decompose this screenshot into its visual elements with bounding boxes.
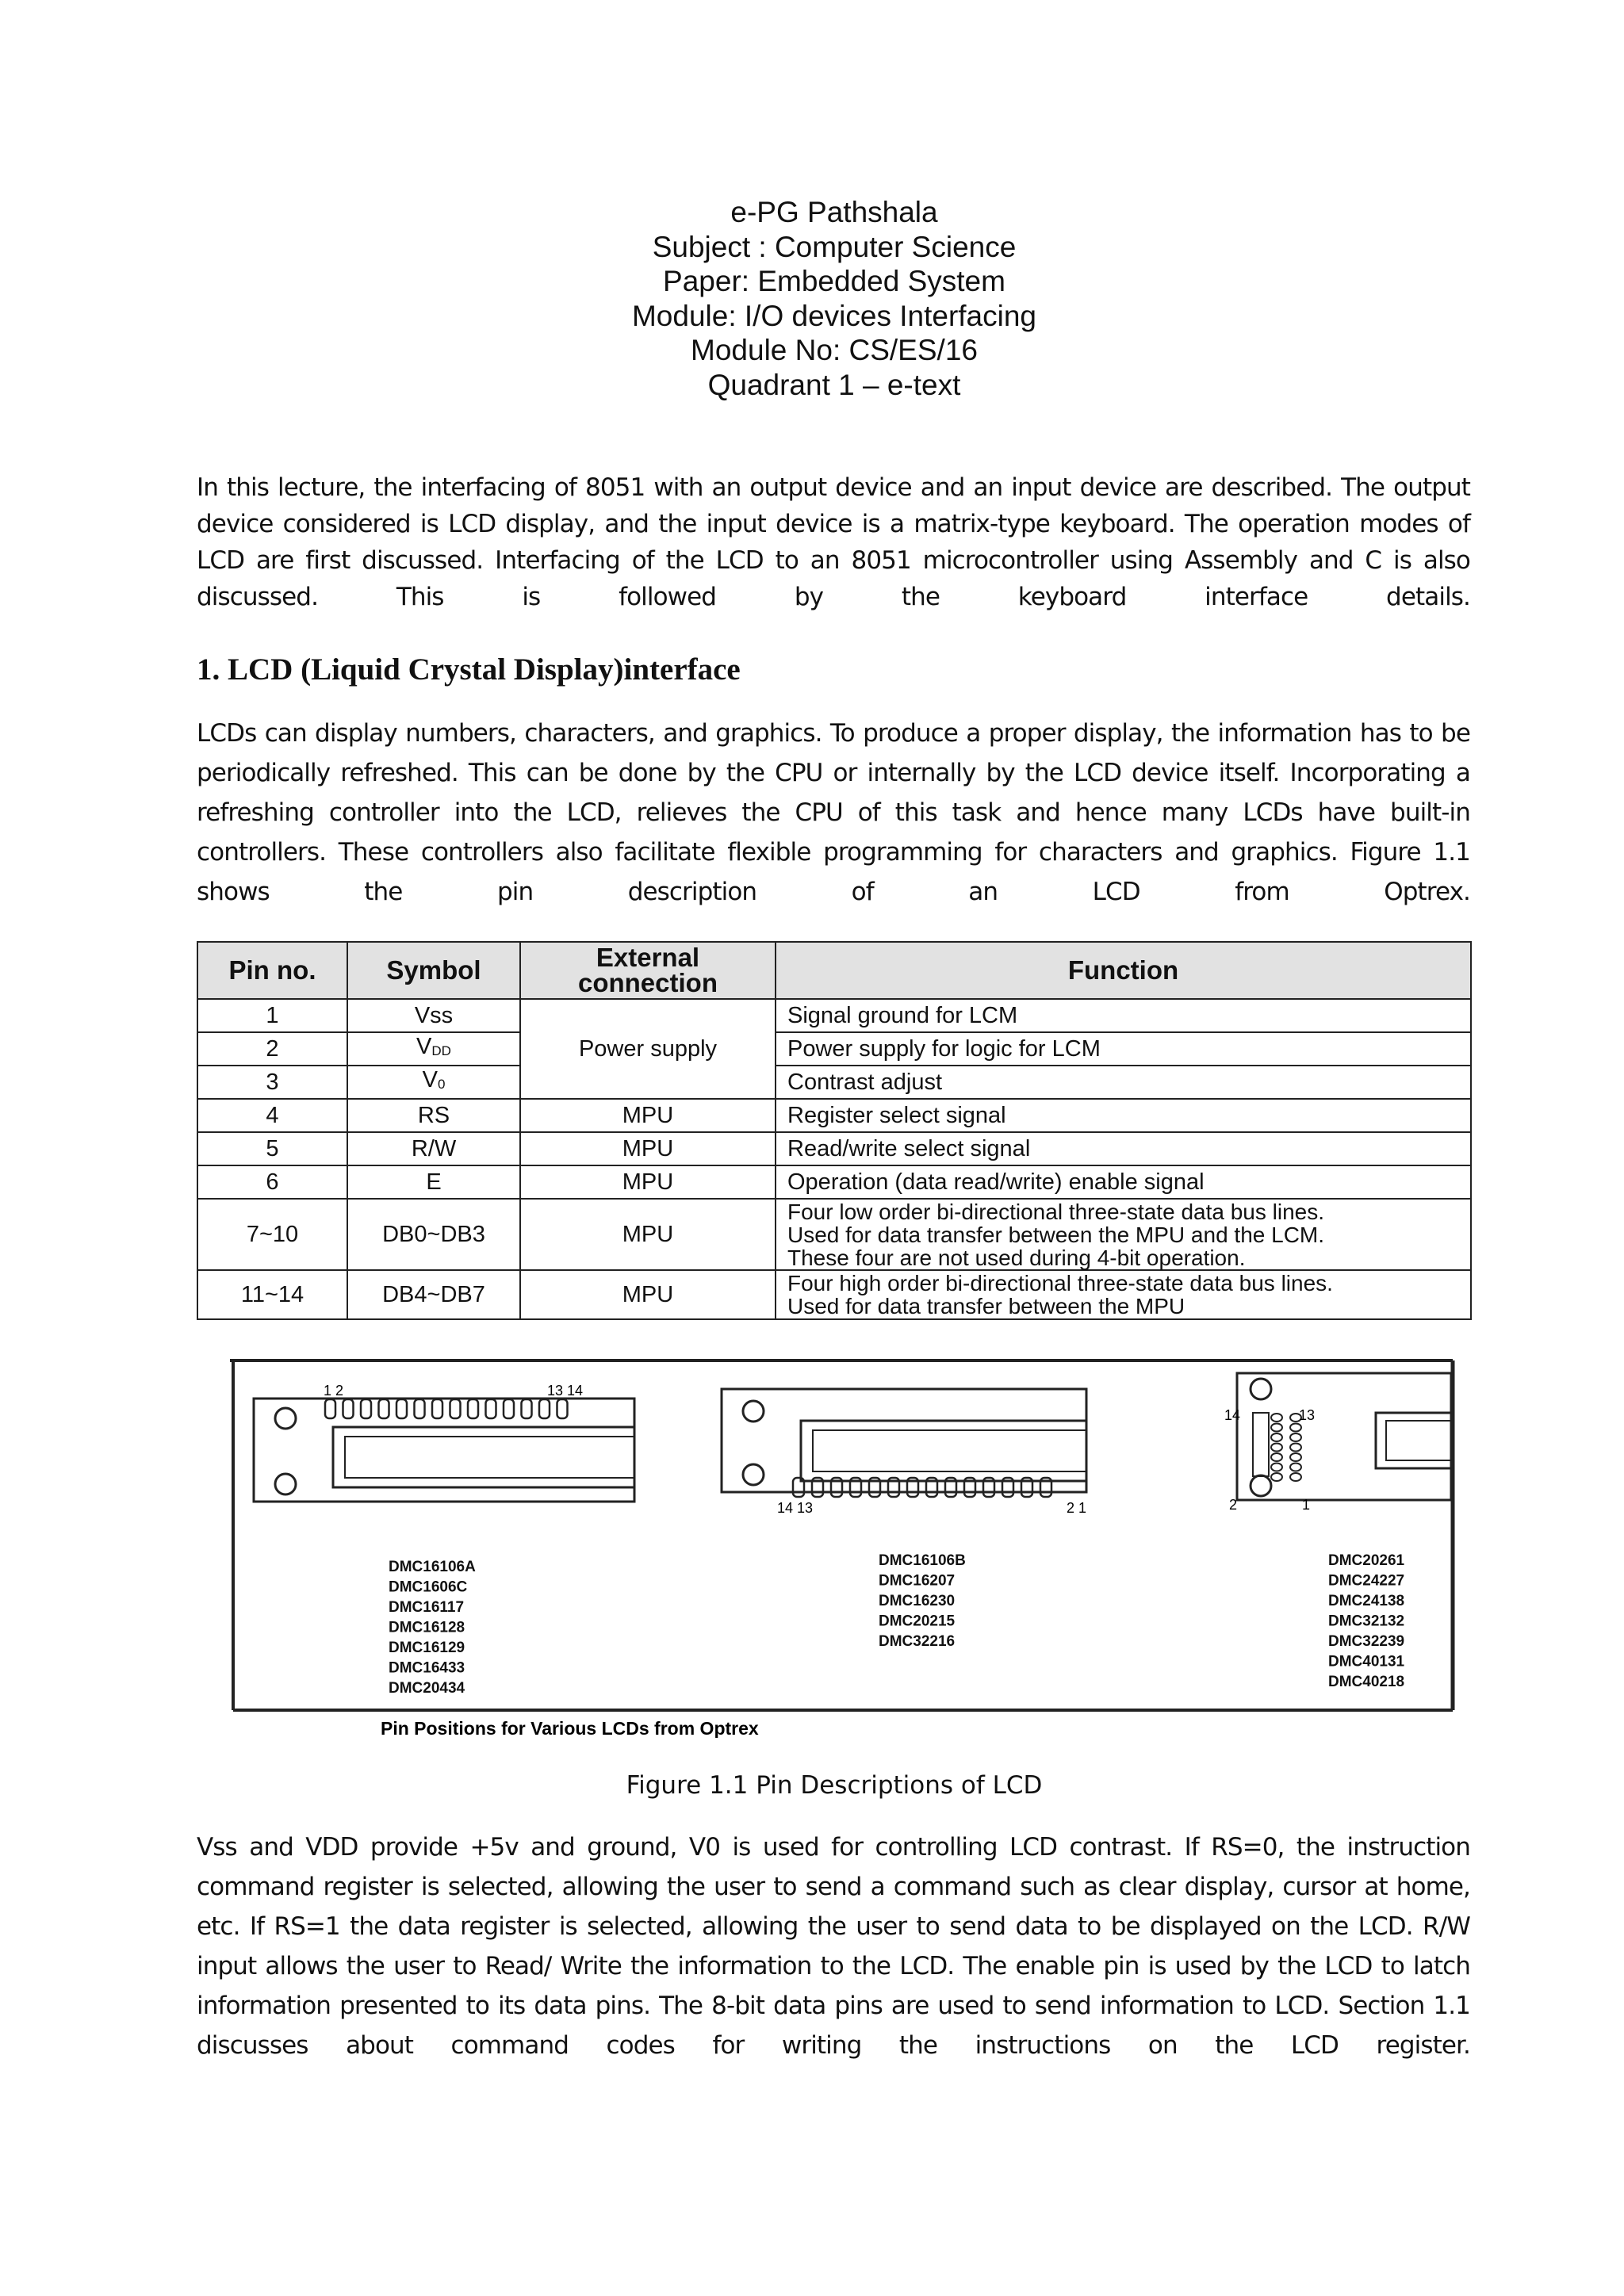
cell-symbol: DB0~DB3 bbox=[347, 1199, 520, 1270]
cell-external: MPU bbox=[520, 1270, 776, 1319]
model-name: DMC40131 bbox=[1328, 1653, 1405, 1670]
pin-header-column bbox=[1253, 1413, 1269, 1476]
mounting-hole bbox=[1251, 1475, 1271, 1496]
pin-label-left: 1 2 bbox=[324, 1383, 344, 1399]
model-name: DMC16129 bbox=[389, 1640, 465, 1656]
table-row bbox=[197, 1165, 1471, 1199]
model-name: DMC1606C bbox=[389, 1578, 468, 1596]
pin-pad bbox=[325, 1399, 335, 1418]
model-list-c bbox=[1328, 1552, 1405, 1690]
header-line-subject: Subject : Computer Science bbox=[652, 230, 1017, 263]
model-name: DMC32239 bbox=[1328, 1633, 1405, 1650]
function-line: Used for data transfer between the MPU and the LCM. bbox=[787, 1222, 1325, 1247]
cell-function bbox=[776, 1270, 1471, 1319]
pin-pad bbox=[1290, 1433, 1301, 1441]
model-name: DMC16433 bbox=[389, 1659, 465, 1677]
pin-pad bbox=[415, 1399, 425, 1418]
pin-pad bbox=[486, 1399, 496, 1418]
cell-symbol: Vss bbox=[347, 999, 520, 1032]
model-name: DMC32132 bbox=[1328, 1613, 1405, 1630]
pin-label-right: 2 1 bbox=[1067, 1500, 1087, 1516]
pin-pad bbox=[432, 1399, 442, 1418]
pin-pad bbox=[361, 1399, 371, 1418]
table-row bbox=[197, 1199, 1471, 1270]
model-name: DMC16117 bbox=[389, 1599, 465, 1616]
cell-pin: 5 bbox=[197, 1132, 347, 1165]
mounting-hole bbox=[743, 1401, 764, 1422]
model-name: DMC16106A bbox=[389, 1559, 476, 1575]
cell-function: Contrast adjust bbox=[776, 1066, 1471, 1099]
pin-label-top-left: 14 bbox=[1224, 1407, 1241, 1423]
header-pin-no: Pin no. bbox=[197, 942, 347, 999]
pin-pad bbox=[379, 1399, 389, 1418]
cell-pin: 2 bbox=[197, 1032, 347, 1066]
cell-pin: 3 bbox=[197, 1066, 347, 1099]
pin-label-right: 13 14 bbox=[547, 1383, 584, 1399]
pin-pad bbox=[557, 1399, 568, 1418]
model-name: DMC20261 bbox=[1328, 1552, 1405, 1569]
cell-pin: 7~10 bbox=[197, 1199, 347, 1270]
cell-external: MPU bbox=[520, 1165, 776, 1199]
model-name: DMC24227 bbox=[1328, 1572, 1405, 1590]
pin-pad bbox=[1271, 1444, 1282, 1452]
pin-pad bbox=[343, 1399, 354, 1418]
model-name: DMC40218 bbox=[1328, 1674, 1405, 1690]
cell-symbol: V0 bbox=[347, 1066, 520, 1099]
closing-paragraph: Vss and VDD provide +5v and ground, V0 is used for controlling LCD contrast. If RS=0, the instruction command register is selected, allowing the user to send a command such as clear display, cursor at home, etc. If RS=1 the data register is selected, allowing the user to send data to be displayed on the LCD. R/W input allows the user to Read/ Write the information to the LCD. The enable pin is used by the LCD to latch information presented to its data pins. The 8-bit data pins are used to send information to LCD. Section 1.1 discusses about command codes for writing the instructions on the LCD register. bbox=[197, 1833, 1470, 2060]
lcd-panel-b bbox=[722, 1389, 1086, 1516]
cell-external: MPU bbox=[520, 1132, 776, 1165]
pin-pad bbox=[1290, 1424, 1301, 1432]
lcd-paragraph: LCDs can display numbers, characters, and graphics. To produce a proper display, the information has to be periodically refreshed. This can be done by the CPU or internally by the LCD device itself. Incorporating a refreshing controller into the LCD, relieves the CPU of this task and hence many LCDs have built-in controllers. These controllers also facilitate flexible programming for characters and graphics. Figure 1.1 shows the pin description of an LCD from Optrex. bbox=[197, 719, 1470, 906]
pin-label-bottom-left: 2 bbox=[1229, 1497, 1238, 1513]
header-symbol: Symbol bbox=[347, 942, 520, 999]
pin-label-bottom-right: 1 bbox=[1302, 1497, 1311, 1513]
cell-pin: 6 bbox=[197, 1165, 347, 1199]
pin-pad bbox=[468, 1399, 478, 1418]
model-list-b bbox=[879, 1552, 966, 1650]
figure-caption: Figure 1.1 Pin Descriptions of LCD bbox=[626, 1771, 1043, 1800]
header-function: Function bbox=[776, 942, 1471, 999]
pin-pad bbox=[450, 1399, 461, 1418]
pin-pad bbox=[504, 1399, 514, 1418]
table-row bbox=[197, 1132, 1471, 1165]
pin-pad bbox=[1290, 1444, 1301, 1452]
cell-pin: 1 bbox=[197, 999, 347, 1032]
model-name: DMC16106B bbox=[879, 1552, 966, 1569]
table-row bbox=[197, 1032, 1471, 1066]
table-row bbox=[197, 1099, 1471, 1132]
cell-function: Power supply for logic for LCM bbox=[776, 1032, 1471, 1066]
lcd-panel-c bbox=[1224, 1373, 1451, 1513]
pin-grid bbox=[1271, 1414, 1301, 1481]
pin-pad bbox=[1271, 1464, 1282, 1471]
cell-symbol: E bbox=[347, 1165, 520, 1199]
header-line-quadrant: Quadrant 1 – e-text bbox=[707, 368, 961, 401]
model-name: DMC16128 bbox=[389, 1619, 465, 1636]
lcd-screen-inner bbox=[345, 1437, 634, 1478]
pin-pad bbox=[522, 1399, 532, 1418]
cell-function: Signal ground for LCM bbox=[776, 999, 1471, 1032]
cell-external: MPU bbox=[520, 1099, 776, 1132]
model-name: DMC32216 bbox=[879, 1633, 956, 1650]
function-line: Used for data transfer between the MPU bbox=[787, 1294, 1185, 1318]
pin-pad bbox=[1271, 1424, 1282, 1432]
lcd-pin-positions-figure bbox=[230, 1357, 1467, 1738]
lcd-panel-a bbox=[254, 1383, 634, 1502]
function-line: These four are not used during 4-bit operation. bbox=[787, 1245, 1246, 1270]
function-line: Four high order bi-directional three-state data bus lines. bbox=[787, 1271, 1333, 1295]
cell-function: Register select signal bbox=[776, 1099, 1471, 1132]
model-name: DMC16230 bbox=[879, 1593, 956, 1609]
section-heading: 1. LCD (Liquid Crystal Display)interface bbox=[197, 652, 741, 687]
cell-function bbox=[776, 1199, 1471, 1270]
mounting-hole bbox=[275, 1474, 296, 1494]
model-name: DMC24138 bbox=[1328, 1593, 1405, 1609]
cell-external: MPU bbox=[520, 1199, 776, 1270]
model-list-a bbox=[389, 1559, 476, 1697]
mounting-hole bbox=[275, 1408, 296, 1429]
model-name: DMC20434 bbox=[389, 1680, 465, 1697]
intro-paragraph: In this lecture, the interfacing of 8051 with an output device and an input device are described. The output device considered is LCD display, and the input device is a matrix-type keyboard. The operation modes of LCD are first discussed. Interfacing of the LCD to an 8051 microcontroller using Assembly and C is also discussed. This is followed by the keyboard interface details. bbox=[197, 473, 1470, 611]
pin-label-top-right: 13 bbox=[1299, 1407, 1316, 1423]
cell-pin: 4 bbox=[197, 1099, 347, 1132]
cell-function: Read/write select signal bbox=[776, 1132, 1471, 1165]
cell-function: Operation (data read/write) enable signal bbox=[776, 1165, 1471, 1199]
cell-symbol: RS bbox=[347, 1099, 520, 1132]
pin-description-table bbox=[197, 941, 1472, 1320]
pin-pad bbox=[1271, 1473, 1282, 1481]
lcd-screen-inner bbox=[1386, 1421, 1451, 1460]
pin-label-left: 14 13 bbox=[777, 1500, 814, 1516]
pin-pad bbox=[1290, 1453, 1301, 1461]
cell-symbol: R/W bbox=[347, 1132, 520, 1165]
mounting-hole bbox=[743, 1464, 764, 1485]
pin-pad bbox=[1271, 1414, 1282, 1422]
table-header-row bbox=[197, 942, 1471, 999]
model-name: DMC20215 bbox=[879, 1613, 956, 1630]
pin-pad bbox=[539, 1399, 550, 1418]
header-line-pathshala: e-PG Pathshala bbox=[730, 196, 938, 228]
document-header bbox=[0, 195, 1624, 402]
table-row bbox=[197, 1270, 1471, 1319]
header-line-module: Module: I/O devices Interfacing bbox=[631, 299, 1037, 332]
figure-subtitle: Pin Positions for Various LCDs from Optrex bbox=[381, 1718, 759, 1738]
pin-pad bbox=[396, 1399, 407, 1418]
lcd-board-outline bbox=[722, 1389, 1086, 1492]
lcd-screen-inner bbox=[813, 1430, 1086, 1471]
table-row bbox=[197, 1066, 1471, 1099]
header-line-paper: Paper: Embedded System bbox=[663, 265, 1005, 297]
cell-pin: 11~14 bbox=[197, 1270, 347, 1319]
pin-pad bbox=[1290, 1473, 1301, 1481]
table-row bbox=[197, 999, 1471, 1032]
header-external-connection: External connection bbox=[520, 942, 776, 999]
pin-pad bbox=[1290, 1464, 1301, 1471]
cell-external: Power supply bbox=[520, 999, 776, 1099]
mounting-hole bbox=[1251, 1379, 1271, 1399]
pin-pad bbox=[1271, 1453, 1282, 1461]
pin-pad bbox=[1271, 1433, 1282, 1441]
function-line: Four low order bi-directional three-state data bus lines. bbox=[787, 1199, 1325, 1224]
pin-header-row bbox=[325, 1399, 568, 1418]
cell-symbol: DB4~DB7 bbox=[347, 1270, 520, 1319]
cell-symbol: VDD bbox=[347, 1032, 520, 1066]
header-line-module-no: Module No: CS/ES/16 bbox=[691, 334, 978, 366]
model-name: DMC16207 bbox=[879, 1572, 956, 1590]
